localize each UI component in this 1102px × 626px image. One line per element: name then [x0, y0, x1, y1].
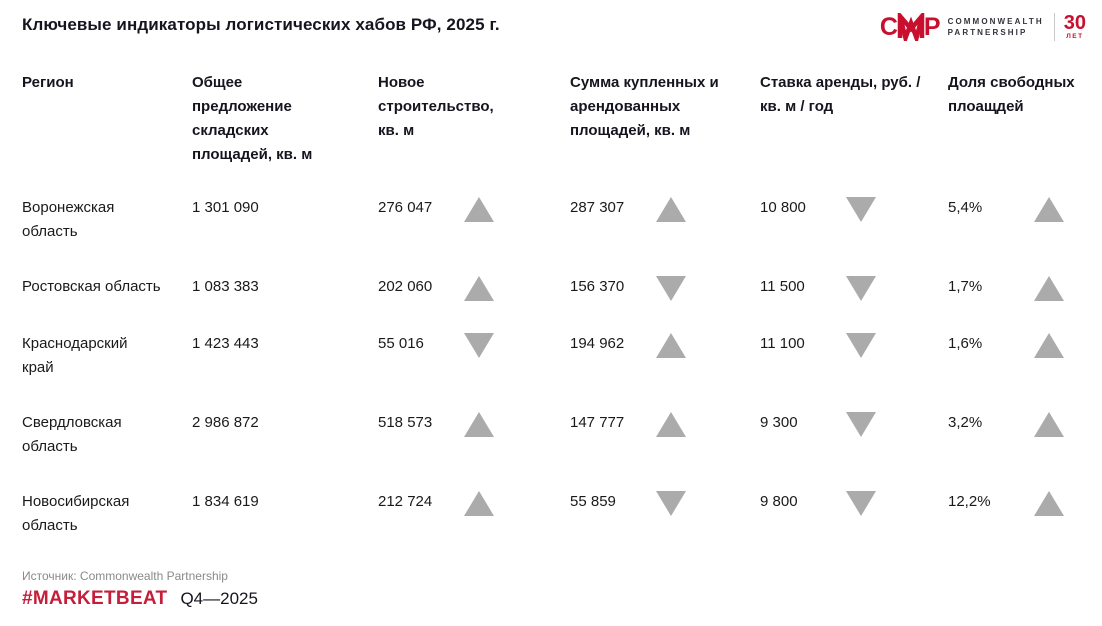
- vacancy-value: 5,4%: [948, 199, 983, 216]
- logo-anniversary-badge: [1064, 14, 1086, 40]
- logo-letter-c: C: [879, 12, 898, 41]
- new-construction-cell: [378, 411, 570, 459]
- column-header-rent-rate: Ставка аренды, руб. / кв. м / год: [760, 74, 921, 115]
- logo-anniversary-number: 30: [1063, 12, 1086, 34]
- take-up-value: 156 370: [570, 278, 625, 295]
- table-row: [22, 332, 1080, 380]
- trend-arrow-icon: [846, 333, 876, 358]
- trend-arrow-icon: [656, 276, 686, 301]
- column-header-new-construction: Новое строительство, кв. м: [378, 74, 494, 139]
- trend-arrow-icon: [846, 491, 876, 516]
- new-construction-value: 202 060: [378, 278, 433, 295]
- column-header-total-supply: Общее предложение складских площадей, кв. м: [192, 74, 313, 163]
- rent-rate-cell: [760, 411, 948, 459]
- table-row: [22, 196, 1080, 244]
- region-name: Краснодарский край: [22, 335, 128, 376]
- footer: [22, 569, 1080, 610]
- trend-arrow-icon: [464, 412, 494, 437]
- trend-arrow-icon: [1034, 491, 1064, 516]
- region-name: Свердловская область: [22, 414, 122, 455]
- rent-rate-value: 11 100: [760, 335, 805, 352]
- new-construction-cell: [378, 332, 570, 380]
- trend-arrow-icon: [464, 333, 494, 358]
- vacancy-value: 3,2%: [948, 414, 983, 431]
- trend-arrow-icon: [656, 197, 686, 222]
- rent-rate-value: 11 500: [760, 278, 805, 295]
- rent-rate-cell: [760, 490, 948, 538]
- take-up-value: 55 859: [570, 493, 616, 510]
- trend-arrow-icon: [464, 197, 494, 222]
- table-row: [22, 275, 1080, 301]
- logo-divider: [1054, 13, 1055, 41]
- vacancy-cell: [948, 275, 1080, 301]
- total-supply-value: 1 083 383: [192, 278, 259, 295]
- table-row: [22, 490, 1080, 538]
- logo-company-name-line2: PARTNERSHIP: [947, 28, 1028, 37]
- cwp-mw-emblem-icon: [896, 13, 926, 41]
- cwp-logo: [880, 10, 1086, 44]
- vacancy-cell: [948, 332, 1080, 380]
- rent-rate-cell: [760, 275, 948, 301]
- vacancy-cell: [948, 196, 1080, 244]
- trend-arrow-icon: [656, 333, 686, 358]
- column-header-take-up: Сумма купленных и арендованных площадей, кв. м: [570, 74, 719, 139]
- logo-anniversary-unit: ЛЕТ: [1066, 33, 1084, 40]
- trend-arrow-icon: [656, 412, 686, 437]
- total-supply-value: 1 301 090: [192, 199, 259, 216]
- take-up-cell: [570, 411, 760, 459]
- trend-arrow-icon: [1034, 276, 1064, 301]
- rent-rate-value: 9 300: [760, 414, 798, 431]
- rent-rate-cell: [760, 332, 948, 380]
- new-construction-cell: [378, 196, 570, 244]
- page-title: Ключевые индикаторы логистических хабов РФ, 2025 г.: [22, 15, 500, 34]
- take-up-cell: [570, 196, 760, 244]
- vacancy-value: 1,7%: [948, 278, 983, 295]
- logo-company-name: [948, 17, 1044, 37]
- vacancy-cell: [948, 411, 1080, 459]
- new-construction-value: 55 016: [378, 335, 424, 352]
- table-header-row: [22, 71, 1080, 167]
- new-construction-value: 518 573: [378, 414, 433, 431]
- new-construction-cell: [378, 275, 570, 301]
- trend-arrow-icon: [464, 491, 494, 516]
- region-name: Ростовская область: [22, 278, 161, 295]
- trend-arrow-icon: [846, 197, 876, 222]
- vacancy-cell: [948, 490, 1080, 538]
- trend-arrow-icon: [1034, 412, 1064, 437]
- cwp-logo-letters: [880, 13, 941, 41]
- vacancy-value: 12,2%: [948, 493, 991, 510]
- total-supply-value: 1 834 619: [192, 493, 259, 510]
- brand-line: [22, 588, 1080, 610]
- new-construction-cell: [378, 490, 570, 538]
- source-note: Источник: Commonwealth Partnership: [22, 569, 228, 583]
- report-period: Q4—2025: [180, 589, 258, 608]
- vacancy-value: 1,6%: [948, 335, 983, 352]
- logo-letter-p: P: [923, 12, 941, 41]
- trend-arrow-icon: [846, 412, 876, 437]
- column-header-region: Регион: [22, 74, 74, 91]
- take-up-cell: [570, 332, 760, 380]
- region-name: Новосибирская область: [22, 493, 130, 534]
- trend-arrow-icon: [464, 276, 494, 301]
- trend-arrow-icon: [656, 491, 686, 516]
- column-header-vacancy: Доля свободных плоащдей: [948, 74, 1075, 115]
- new-construction-value: 212 724: [378, 493, 433, 510]
- logo-company-name-line1: COMMONWEALTH: [947, 17, 1044, 26]
- region-name: Воронежская область: [22, 199, 115, 240]
- take-up-value: 147 777: [570, 414, 625, 431]
- rent-rate-value: 9 800: [760, 493, 798, 510]
- marketbeat-hashtag: #MARKETBEAT: [22, 588, 168, 609]
- take-up-cell: [570, 275, 760, 301]
- rent-rate-value: 10 800: [760, 199, 806, 216]
- trend-arrow-icon: [1034, 197, 1064, 222]
- total-supply-value: 1 423 443: [192, 335, 259, 352]
- trend-arrow-icon: [846, 276, 876, 301]
- table-row: [22, 411, 1080, 459]
- trend-arrow-icon: [1034, 333, 1064, 358]
- take-up-value: 194 962: [570, 335, 625, 352]
- rent-rate-cell: [760, 196, 948, 244]
- take-up-value: 287 307: [570, 199, 625, 216]
- take-up-cell: [570, 490, 760, 538]
- new-construction-value: 276 047: [378, 199, 433, 216]
- total-supply-value: 2 986 872: [192, 414, 259, 431]
